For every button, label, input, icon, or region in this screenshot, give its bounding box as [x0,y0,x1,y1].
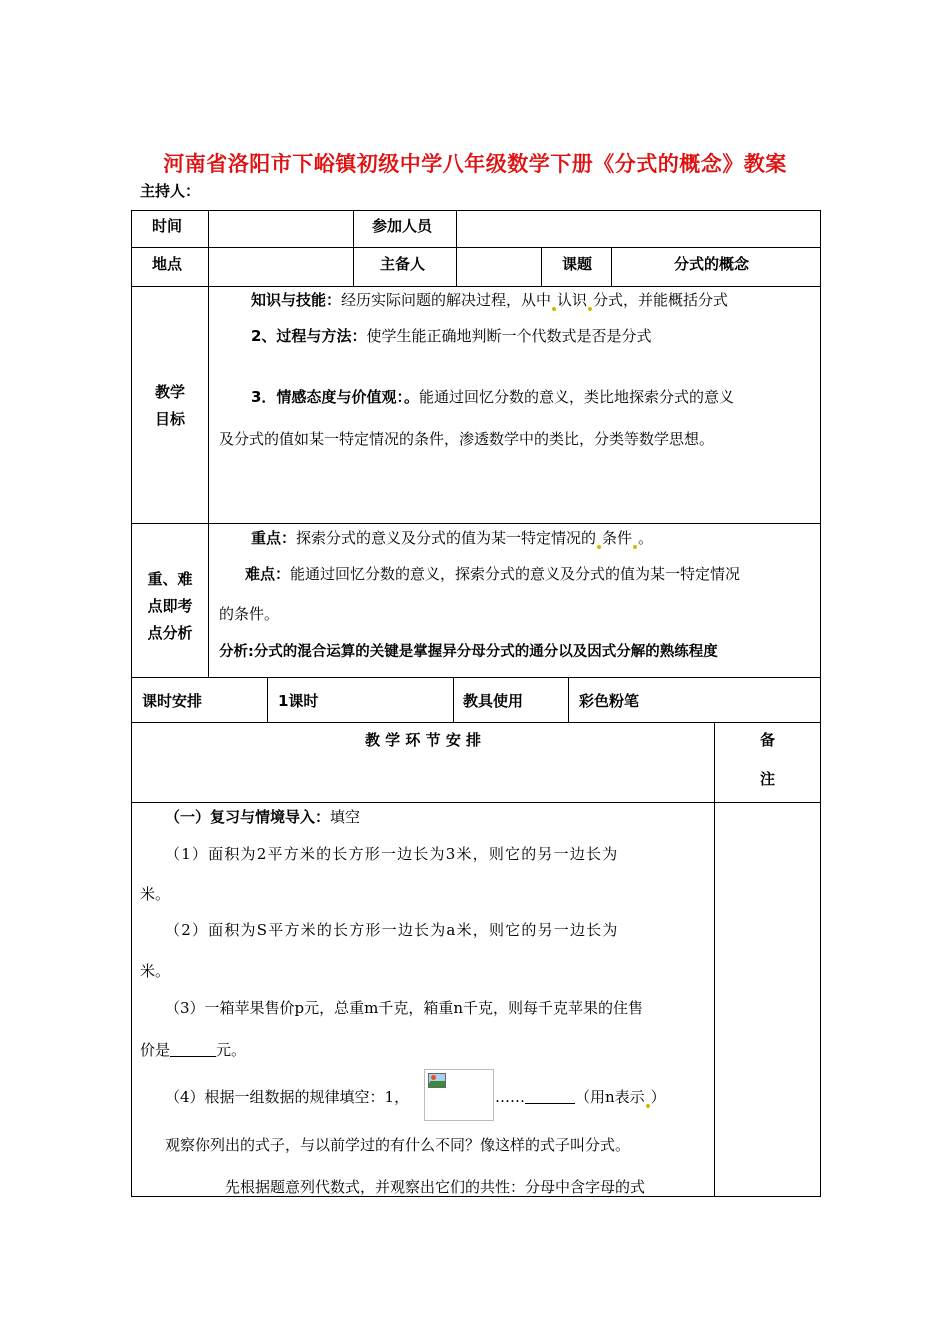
objectives-label-line2: 目标 [154,410,185,428]
diff-line [245,563,740,584]
question-4-post-a: （用n表示 [575,1088,645,1106]
mark-dot [646,1104,650,1108]
process-text: 使学生能正确地判断一个代数式是否是分式 [366,327,652,345]
question-3b-pre: 价是 [140,1041,171,1059]
process-line [251,325,651,346]
knowledge-text-b: 认识 [557,291,588,309]
place-label: 地点 [132,248,209,287]
keypoints-label-line2: 点即考 [147,597,193,615]
topic-value: 分式的概念 [612,248,821,287]
summary-text: 先根据题意列代数式，并观察出它们的共性：分母中含字母的式 [225,1178,646,1196]
knowledge-text-a: 经历实际问题的解决过程，从中 [341,291,552,309]
diff-text-1: 能通过回忆分数的意义，探索分式的意义及分式的值为某一特定情况 [290,565,741,583]
question-4-pre: （4）根据一组数据的规律填空：1， [165,1088,410,1106]
remark-line2: 注 [759,770,775,788]
question-2b: 米。 [140,962,171,980]
question-4-post [495,1086,666,1108]
answer-blank[interactable] [525,1089,575,1104]
part1-line [165,806,360,827]
key-line [251,527,653,549]
place-value[interactable] [209,248,354,287]
time-value[interactable] [209,211,354,248]
knowledge-line [251,289,728,311]
preparer-value[interactable] [457,248,542,287]
schedule-table [131,677,821,723]
mark-dot [552,307,556,311]
tools-label: 教具使用 [454,678,569,723]
key-text-tail: 。 [638,529,654,547]
question-4-dots: …… [495,1088,525,1106]
host-label: 主持人： [140,182,201,200]
time-label: 时间 [132,211,209,248]
teaching-table [131,722,821,1197]
part1-text: 填空 [330,808,361,826]
question-1a: （1）面积为2平方米的长方形一边长为3米，则它的另一边长为 [165,845,619,863]
preparer-label: 主备人 [354,248,457,287]
remark-header [715,723,821,803]
keypoints-label-line1: 重、难 [147,570,193,588]
emotion-text-2: 及分式的值如某一特定情况的条件，渗透数学中的类比，分类等数学思想。 [219,430,715,448]
emotion-line [251,386,734,407]
knowledge-text-c: 分式，并能概括分式 [593,291,729,309]
key-label: 重点： [251,529,297,547]
participants-value[interactable] [457,211,821,248]
mark-dot [588,307,592,311]
image-placeholder-icon [428,1073,446,1088]
knowledge-label: 知识与技能： [251,291,342,309]
answer-blank[interactable] [170,1042,216,1057]
topic-label: 课题 [542,248,612,287]
formula-image [424,1069,494,1121]
objectives-label-line1: 教学 [154,383,185,401]
tools-value: 彩色粉笔 [569,678,821,723]
key-text: 探索分式的意义及分式的值为某一特定情况的 [296,529,597,547]
document-title: 河南省洛阳市下峪镇初级中学八年级数学下册《分式的概念》教案 [163,152,787,176]
emotion-text-1: 能通过回忆分数的意义，类比地探索分式的意义 [418,388,734,406]
remark-line1: 备 [759,731,775,749]
question-4-post-b: ） [650,1088,666,1106]
question-2a: （2）面积为S平方米的长方形一边长为a米，则它的另一边长为 [165,921,619,939]
mark-dot [633,545,637,549]
key-text-end: 条件 [602,529,633,547]
analysis-text: 分析:分式的混合运算的关键是掌握异分母分式的通分以及因式分解的熟练程度 [219,644,718,660]
period-value: 1课时 [268,678,454,723]
emotion-label: 3．情感态度与价值观：。 [251,388,419,406]
question-3a: （3）一箱苹果售价p元，总重m千克，箱重n千克，则每千克苹果的住售 [165,999,644,1017]
diff-label: 难点： [245,565,291,583]
participants-label: 参加人员 [354,211,457,248]
observe-text: 观察你列出的式子，与以前学过的有什么不同？像这样的式子叫分式。 [165,1136,631,1154]
teaching-section-header: 教 学 环 节 安 排 [132,723,715,803]
question-3b-post: 元。 [216,1041,247,1059]
keypoints-label-line3: 点分析 [147,624,193,642]
objectives-label [132,287,209,524]
mark-dot [597,545,601,549]
keypoints-label [132,524,209,678]
question-1b: 米。 [140,885,171,903]
period-label: 课时安排 [132,678,268,723]
remark-content[interactable] [715,803,821,1197]
part1-label: （一）复习与情境导入： [165,808,331,826]
diff-text-2: 的条件。 [219,605,280,623]
question-3b [140,1039,246,1060]
process-label: 2、过程与方法： [251,327,367,345]
